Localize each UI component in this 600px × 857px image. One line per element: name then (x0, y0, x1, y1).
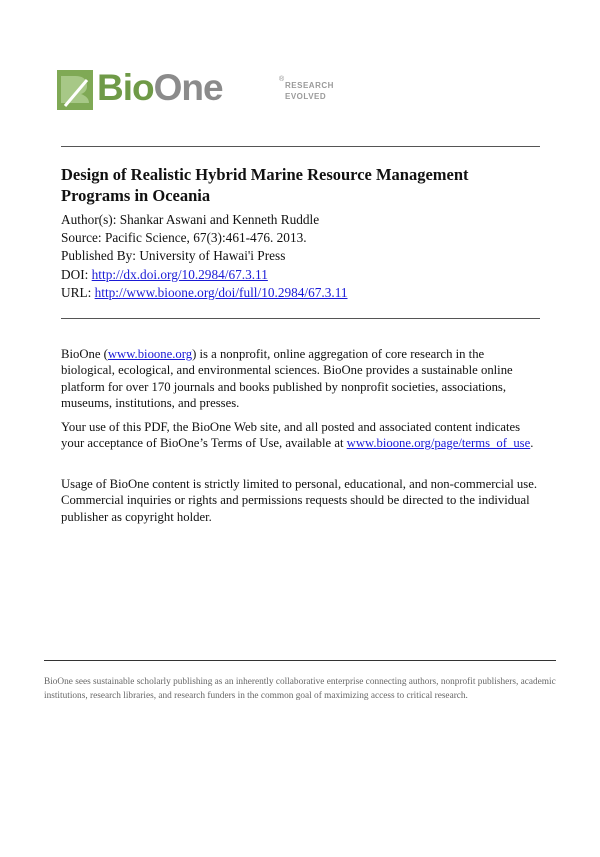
notice-paragraph-usage: Usage of BioOne content is strictly limited to personal, educational, and non-commercial use. Commercial inquiries or rights and permissions requests should be directed to the individual publisher as copyright holder. (61, 477, 538, 524)
article-title: Design of Realistic Hybrid Marine Resource Management Programs in Oceania (61, 165, 469, 205)
authors-value: Shankar Aswani and Kenneth Ruddle (119, 212, 320, 227)
logo-word-bio: Bio (97, 67, 154, 108)
source-value: Pacific Science, 67(3):461-476. 2013. (104, 230, 307, 246)
url-line (61, 284, 348, 302)
bioone-home-link[interactable]: www.bioone.org (107, 347, 193, 361)
notice-paragraph-terms (61, 419, 541, 452)
source-label: Source: (61, 230, 102, 246)
footer-divider (44, 660, 556, 661)
publisher-label: Published By: (61, 248, 136, 264)
article-metadata (61, 211, 348, 302)
middle-divider (61, 318, 540, 319)
notice-terms-text: Your use of this PDF, the BioOne Web site, and all posted and associated content indicates your acceptance of BioOne’s Terms of Use, available at (61, 420, 521, 451)
terms-of-use-link[interactable]: www.bioone.org/page/terms_of_use (346, 436, 531, 451)
doi-label: DOI: (61, 266, 89, 282)
bioone-logo (57, 62, 334, 118)
notice-terms-text-end: . (530, 436, 534, 451)
bioone-leaf-icon (57, 70, 93, 110)
doi-link[interactable]: http://dx.doi.org/10.2984/67.3.11 (91, 266, 268, 282)
notice-about-text-start: BioOne ( (61, 347, 108, 361)
doi-line (61, 266, 348, 284)
publisher-line (61, 247, 348, 265)
article-url-link[interactable]: http://www.bioone.org/doi/full/10.2984/67.3.11 (94, 284, 348, 300)
registered-mark: ® (279, 76, 285, 83)
authors-label: Author(s): (61, 212, 117, 227)
logo-tagline-line-1: RESEARCH (285, 81, 334, 90)
logo-wordmark (97, 66, 223, 110)
notice-paragraph-about (61, 346, 541, 411)
logo-tagline-line-2: EVOLVED (285, 92, 327, 101)
footer-statement: BioOne sees sustainable scholarly publishing as an inherently collaborative enterprise connecting authors, nonprofit publishers, academic institutions, research libraries, and research funders in the common goal of maximizing access to critical research. (44, 677, 556, 701)
notice-about-text-end: ) is a nonprofit, online aggregation of core research in the biological, ecological, and environmental sciences. BioOne provides a sustainable online platform for over 170 journals and books published by nonprofit societies, associations, museums, institutions, and presses. (61, 347, 513, 410)
publisher-value: University of Hawai'i Press (139, 248, 286, 264)
logo-tagline (285, 80, 334, 102)
top-divider (61, 146, 540, 147)
url-label: URL: (61, 284, 92, 300)
logo-word-one: One (153, 67, 223, 108)
source-line (61, 229, 348, 247)
authors-line (61, 211, 348, 229)
